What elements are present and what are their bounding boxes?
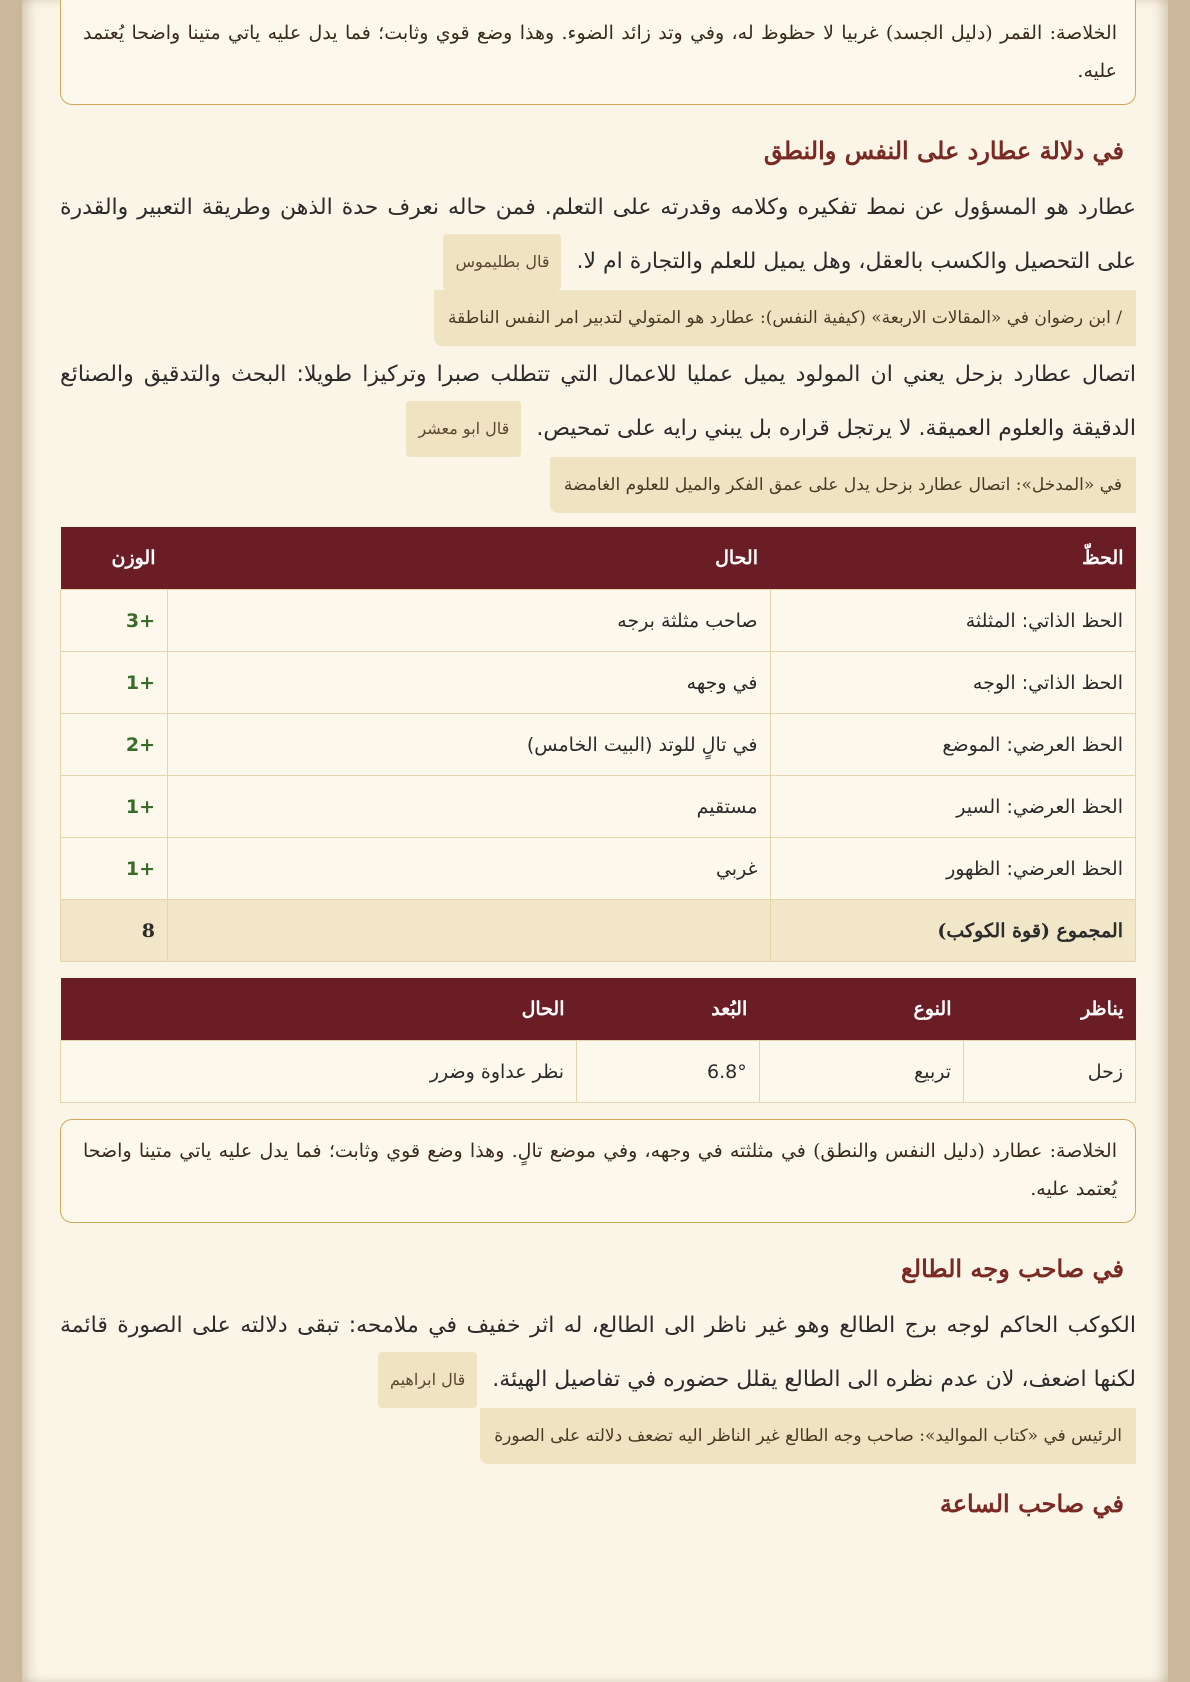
summary-box-mercury [60,1119,1136,1223]
weight-cell: +1 [61,652,168,714]
quote-row [60,457,1136,515]
table-row [61,838,1136,900]
table-cell: نظر عداوة وضرر [61,1041,577,1103]
summary-text: الخلاصة: عطارد (دليل النفس والنطق) في مثلثته في وجهه، وفي موضع تالٍ. وهذا وضع قوي وثابت؛ فما يدل عليه ياتي متينا واضحا يُعتمد عليه. [83,1140,1117,1200]
paragraph-mercury-2 [60,348,1136,457]
table-cell: زحل [964,1041,1136,1103]
section-heading-decan-ruler: في صاحب وجه الطالع [901,1254,1124,1283]
aspect-table [60,978,1136,1103]
citation-tag: قال بطليموس [443,234,561,290]
weight-cell: +1 [61,838,168,900]
summary-text: الخلاصة: القمر (دليل الجسد) غربيا لا حظوظ له، وفي وتد زائد الضوء. وهذا وضع قوي وثابت؛ فما يدل عليه ياتي متينا واضحا يُعتمد عليه. [83,22,1117,82]
paragraph-text: اتصال عطارد بزحل يعني ان المولود يميل عمليا للاعمال التي تتطلب صبرا وتركيزا طويلا: البحث والتدقيق والصنائع الدقيقة والعلوم العميقة. لا يرتجل قراره بل يبني رايه على تمحيص. [60,362,1136,441]
table-cell: الحظ الذاتي: المثلثة [770,590,1136,652]
table-cell: الحظ العرضي: السير [770,776,1136,838]
paragraph-mercury-1 [60,181,1136,290]
dignity-table [60,527,1136,962]
paragraph-text: الكوكب الحاكم لوجه برج الطالع وهو غير ناظر الى الطالع، له اثر خفيف في ملامحه: تبقى دلالته على الصورة قائمة لكنها اضعف، لان عدم نظره الى الطالع يقلل حضوره في تفاصيل الهيئة. [60,1313,1136,1392]
weight-cell: +1 [61,776,168,838]
table-cell [168,900,771,962]
column-header: الحظّ [770,527,1136,590]
paragraph-decan-ruler [60,1299,1136,1408]
document-page [22,0,1168,1682]
table-row [61,776,1136,838]
table-row [61,652,1136,714]
summary-box-top [60,0,1136,105]
table-cell: تربيع [759,1041,963,1103]
citation-quote: الرئيس في «كتاب المواليد»: صاحب وجه الطالع غير الناظر اليه تضعف دلالته على الصورة [480,1408,1136,1464]
section-heading-mercury: في دلالة عطارد على النفس والنطق [763,136,1124,165]
table-cell: في تالٍ للوتد (البيت الخامس) [168,714,771,776]
table-row [61,590,1136,652]
column-header: الوزن [61,527,168,590]
table-cell: الحظ العرضي: الموضع [770,714,1136,776]
table-row [61,1041,1136,1103]
paragraph-text: عطارد هو المسؤول عن نمط تفكيره وكلامه وقدرته على التعلم. فمن حاله نعرف حدة الذهن وطريقة التعبير والقدرة على التحصيل والكسب بالعقل، وهل يميل للعلم والتجارة ام لا. [60,195,1136,274]
citation-tag: قال ابو معشر [406,401,521,457]
table-cell: في وجهه [168,652,771,714]
table-cell: غربي [168,838,771,900]
table-row [61,714,1136,776]
weight-cell: +3 [61,590,168,652]
total-label: المجموع (قوة الكوكب) [770,900,1136,962]
column-header: النوع [759,978,963,1041]
table-total-row [61,900,1136,962]
table-header-row [61,978,1136,1041]
total-value: 8 [61,900,168,962]
column-header: الحال [168,527,771,590]
section-heading-hour-ruler: في صاحب الساعة [939,1489,1124,1518]
weight-cell: +2 [61,714,168,776]
table-cell: الحظ العرضي: الظهور [770,838,1136,900]
page-content [60,0,1136,1528]
citation-quote: في «المدخل»: اتصال عطارد بزحل يدل على عمق الفكر والميل للعلوم الغامضة [550,457,1136,513]
column-header: يناظر [964,978,1136,1041]
table-cell: 6.8° [577,1041,760,1103]
table-header-row [61,527,1136,590]
citation-quote: / ابن رضوان في «المقالات الاربعة» (كيفية النفس): عطارد هو المتولي لتدبير امر النفس الناطقة [434,290,1136,346]
column-header: البُعد [577,978,760,1041]
table-cell: الحظ الذاتي: الوجه [770,652,1136,714]
quote-row [60,290,1136,348]
column-header: الحال [61,978,577,1041]
citation-tag: قال ابراهيم [378,1352,477,1408]
quote-row [60,1408,1136,1466]
table-cell: مستقيم [168,776,771,838]
table-cell: صاحب مثلثة برجه [168,590,771,652]
